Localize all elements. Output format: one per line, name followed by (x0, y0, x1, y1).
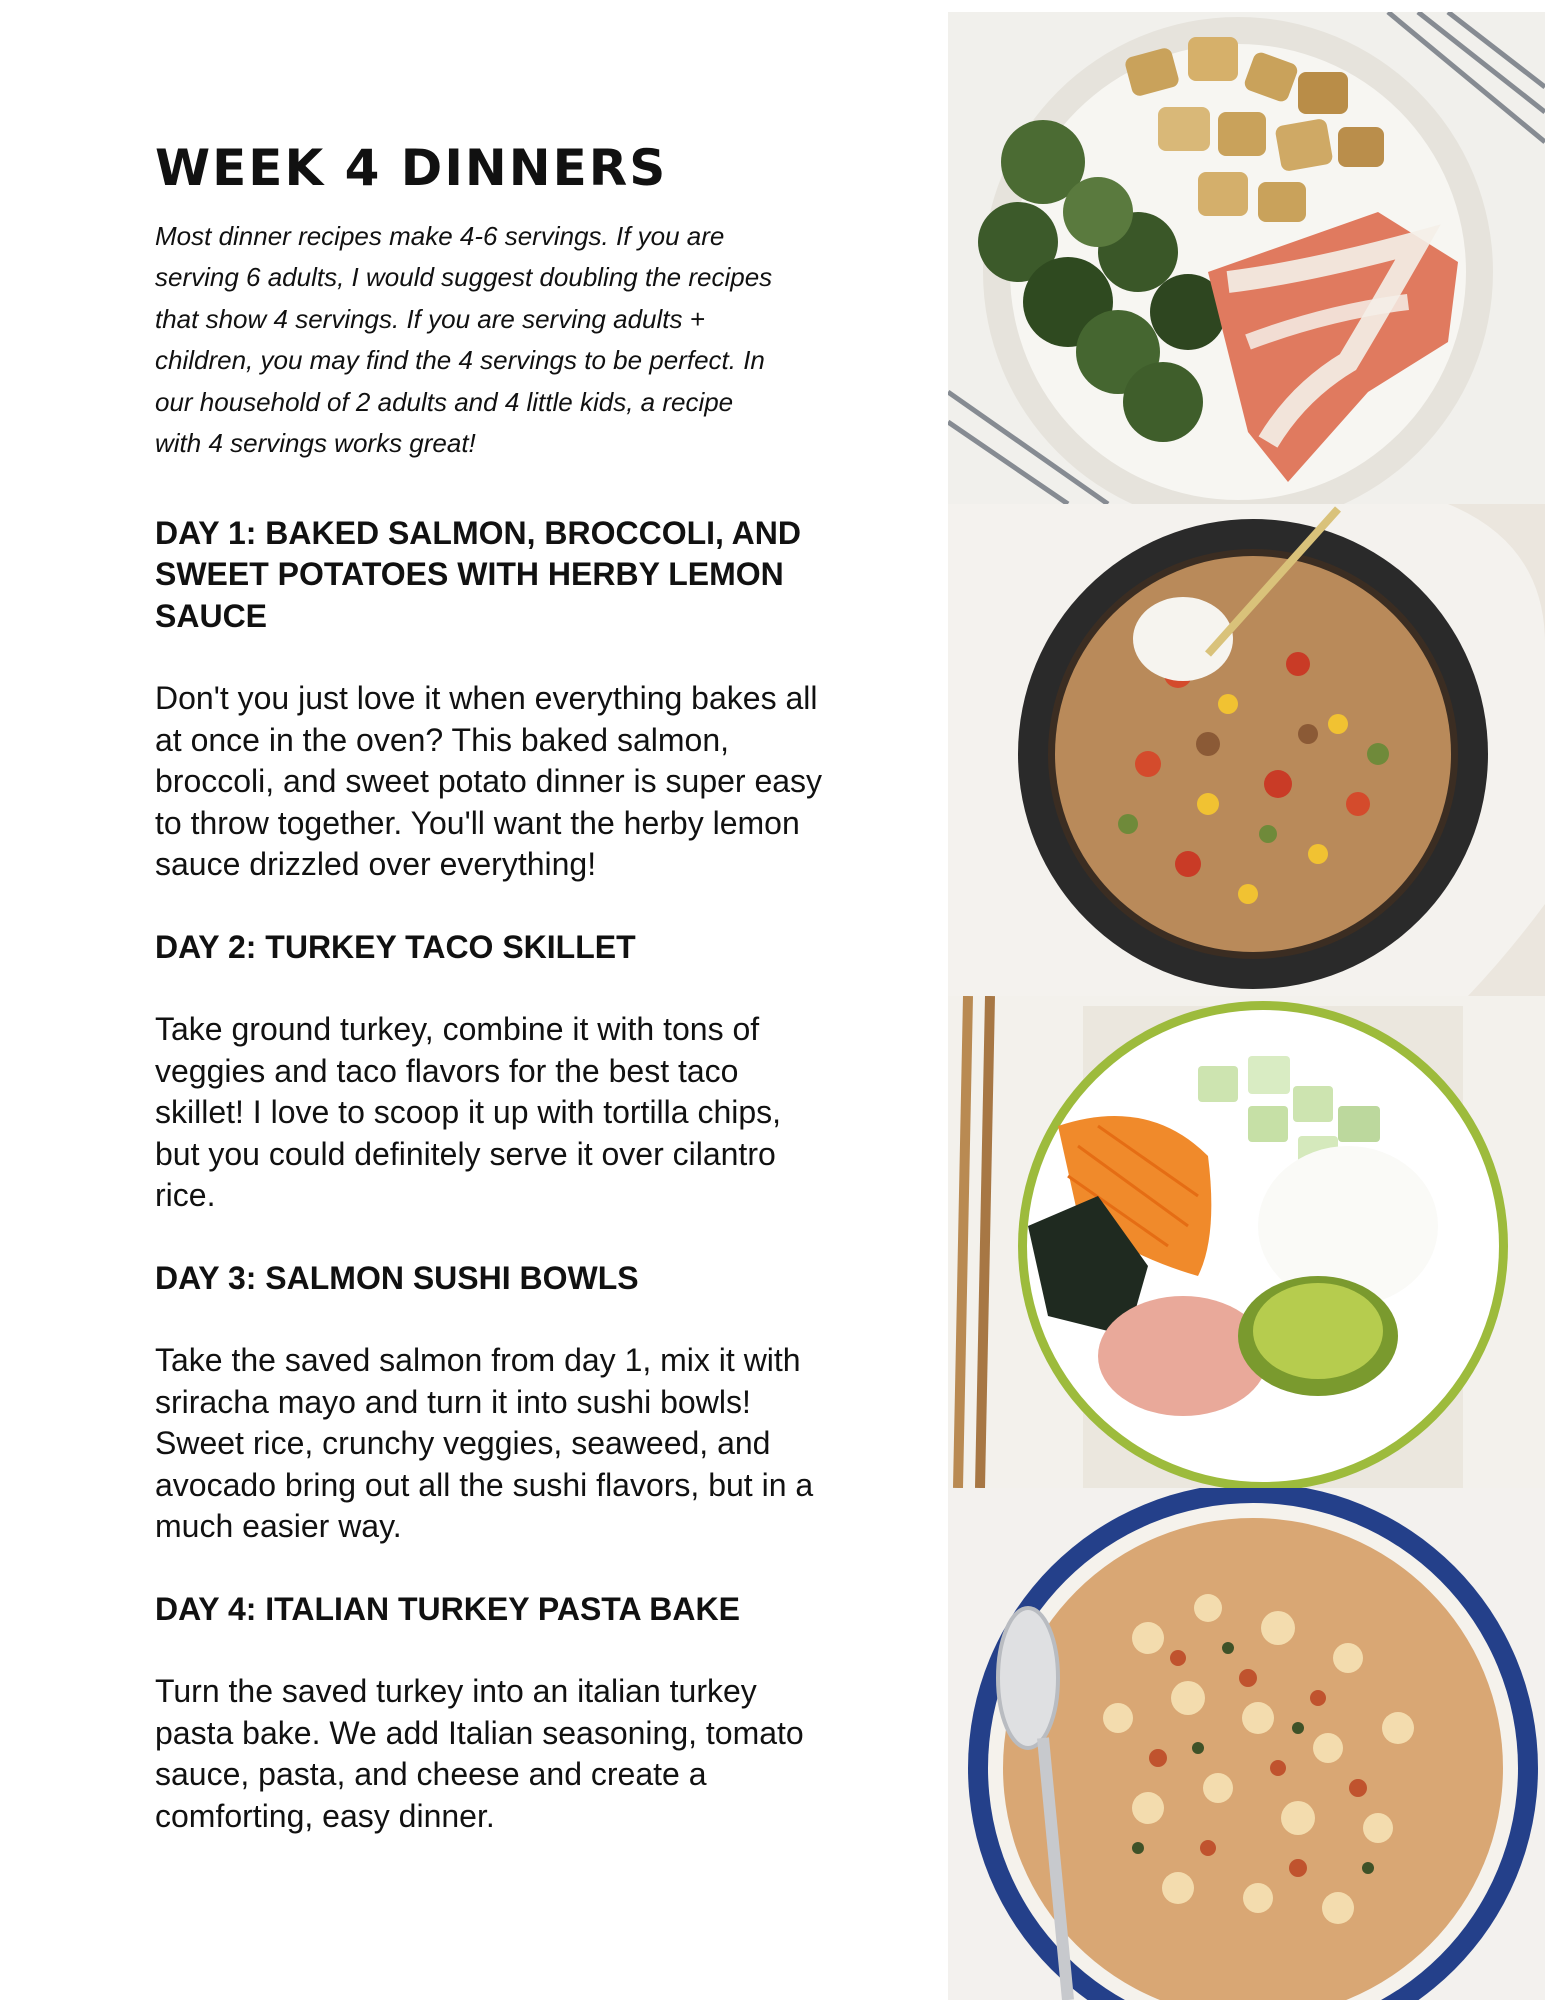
day-4-description: Turn the saved turkey into an italian turkey pasta bake. We add Italian seasoning, tomato sauce, pasta, and cheese and create a comforting, easy dinner. (155, 1673, 804, 1834)
day-1-description: Don't you just love it when everything bakes all at once in the oven? This baked salmon, broccoli, and sweet potato dinner is super easy to throw together. You'll want the herby lemon sauce drizzled over everything! (155, 680, 823, 882)
day-4-title: DAY 4: ITALIAN TURKEY PASTA BAKE (155, 1590, 740, 1627)
turkey-taco-skillet-icon (948, 504, 1545, 996)
day-3-title: DAY 3: SALMON SUSHI BOWLS (155, 1259, 639, 1296)
photo-column (948, 12, 1545, 2000)
salmon-broccoli-potatoes-plate-icon (948, 12, 1545, 504)
day-1-title: DAY 1: BAKED SALMON, BROCCOLI, AND SWEET POTATOES WITH HERBY LEMON SAUCE (155, 514, 801, 634)
text-column (155, 140, 845, 1878)
day-2-description: Take ground turkey, combine it with tons of veggies and taco flavors for the best taco skillet! I love to scoop it up with tortilla chips, but you could definitely serve it over cilantro rice. (155, 1011, 782, 1213)
day-3-description: Take the saved salmon from day 1, mix it with sriracha mayo and turn it into sushi bowls! Sweet rice, crunchy veggies, seaweed, and avocado bring out all the sushi flavors, but in a much easier way. (155, 1342, 814, 1544)
intro-paragraph: Most dinner recipes make 4-6 servings. If you are serving 6 adults, I would suggest doubling the recipes that show 4 servings. If you are serving adults + children, you may find the 4 servings to be perfect. In our household of 2 adults and 4 little kids, a recipe with 4 servings works great! (155, 220, 773, 458)
day-2-title: DAY 2: TURKEY TACO SKILLET (155, 928, 636, 965)
page-title: WEEK 4 DINNERS (155, 139, 668, 197)
salmon-sushi-bowl-icon (948, 996, 1545, 1488)
italian-pasta-bake-icon (948, 1488, 1545, 2000)
